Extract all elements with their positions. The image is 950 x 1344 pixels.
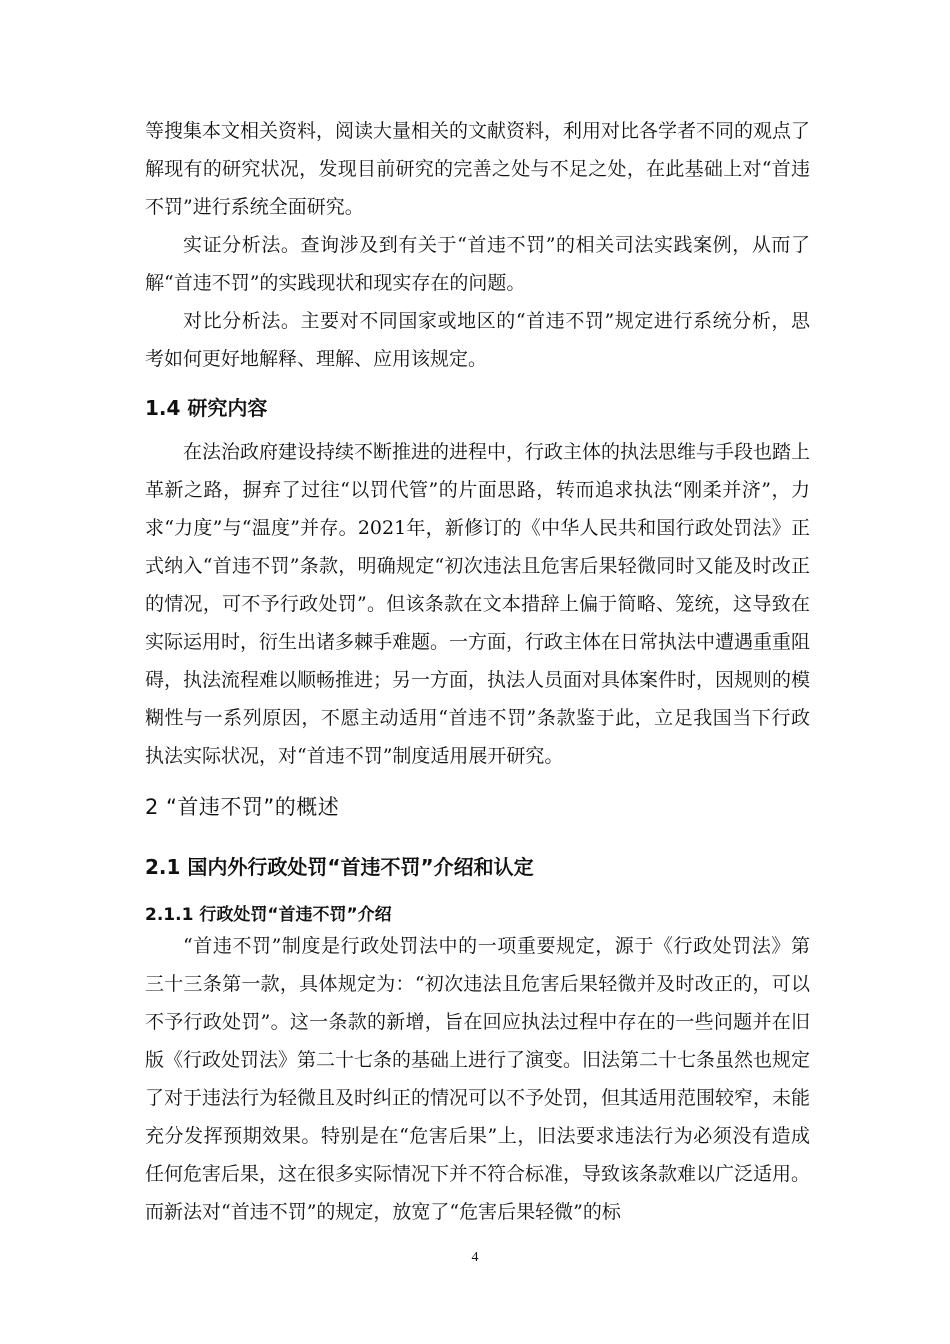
body-paragraph: “首违不罚”制度是行政处罚法中的一项重要规定，源于《行政处罚法》第三十三条第一款，具体规定为：“初次违法且危害后果轻微并及时改正的，可以不予行政处罚”。这一条款的新增，旨在回应执法过程中存在的一些问题并在旧版《行政处罚法》第二十七条的基础上进行了演变。旧法第二十七条虽然也规定了对于违法行为轻微且及时纠正的情况可以不予处罚，但其适用范围较窄，未能充分发挥预期效果。特别是在“危害后果”上，旧法要求违法行为必须没有造成任何危害后果，这在很多实际情况下并不符合标准，导致该条款难以广泛适用。而新法对“首违不罚”的规定，放宽了“危害后果轻微”的标: [145, 935, 811, 1223]
page-number: 4: [471, 1250, 479, 1265]
body-paragraph: 实证分析法。查询涉及到有关于“首违不罚”的相关司法实践案例，从而了解“首违不罚”的实践现状和现实存在的问题。: [145, 234, 810, 294]
section-heading-1-4: 1.4 研究内容: [145, 396, 268, 420]
chapter-heading-2: 2 “首违不罚”的概述: [145, 795, 340, 819]
section-heading-2-1: 2.1 国内外行政处罚“首违不罚”介绍和认定: [145, 855, 534, 879]
body-paragraph: 对比分析法。主要对不同国家或地区的“首违不罚”规定进行系统分析，思考如何更好地解释、理解、应用该规定。: [145, 310, 810, 370]
subsection-heading-2-1-1: 2.1.1 行政处罚“首违不罚”介绍: [145, 905, 392, 925]
body-paragraph: 在法治政府建设持续不断推进的进程中，行政主体的执法思维与手段也踏上革新之路，摒弃了过往“以罚代管”的片面思路，转而追求执法“刚柔并济”，力求“力度”与“温度”并存。2021年，新修订的《中华人民共和国行政处罚法》正式纳入“首违不罚”条款，明确规定“初次违法且危害后果轻微同时又能及时改正的情况，可不予行政处罚”。但该条款在文本措辞上偏于简略、笼统，这导致在实际运用时，衍生出诸多棘手难题。一方面，行政主体在日常执法中遭遇重重阻碍，执法流程难以顺畅推进；另一方面，执法人员面对具体案件时，因规则的模糊性与一系列原因，不愿主动适用“首违不罚”条款鉴于此，立足我国当下行政执法实际状况，对“首违不罚”制度适用展开研究。: [145, 441, 811, 767]
body-paragraph: 等搜集本文相关资料，阅读大量相关的文献资料，利用对比各学者不同的观点了解现有的研究状况，发现目前研究的完善之处与不足之处，在此基础上对“首违不罚”进行系统全面研究。: [145, 120, 811, 218]
page-content: [145, 112, 810, 1231]
